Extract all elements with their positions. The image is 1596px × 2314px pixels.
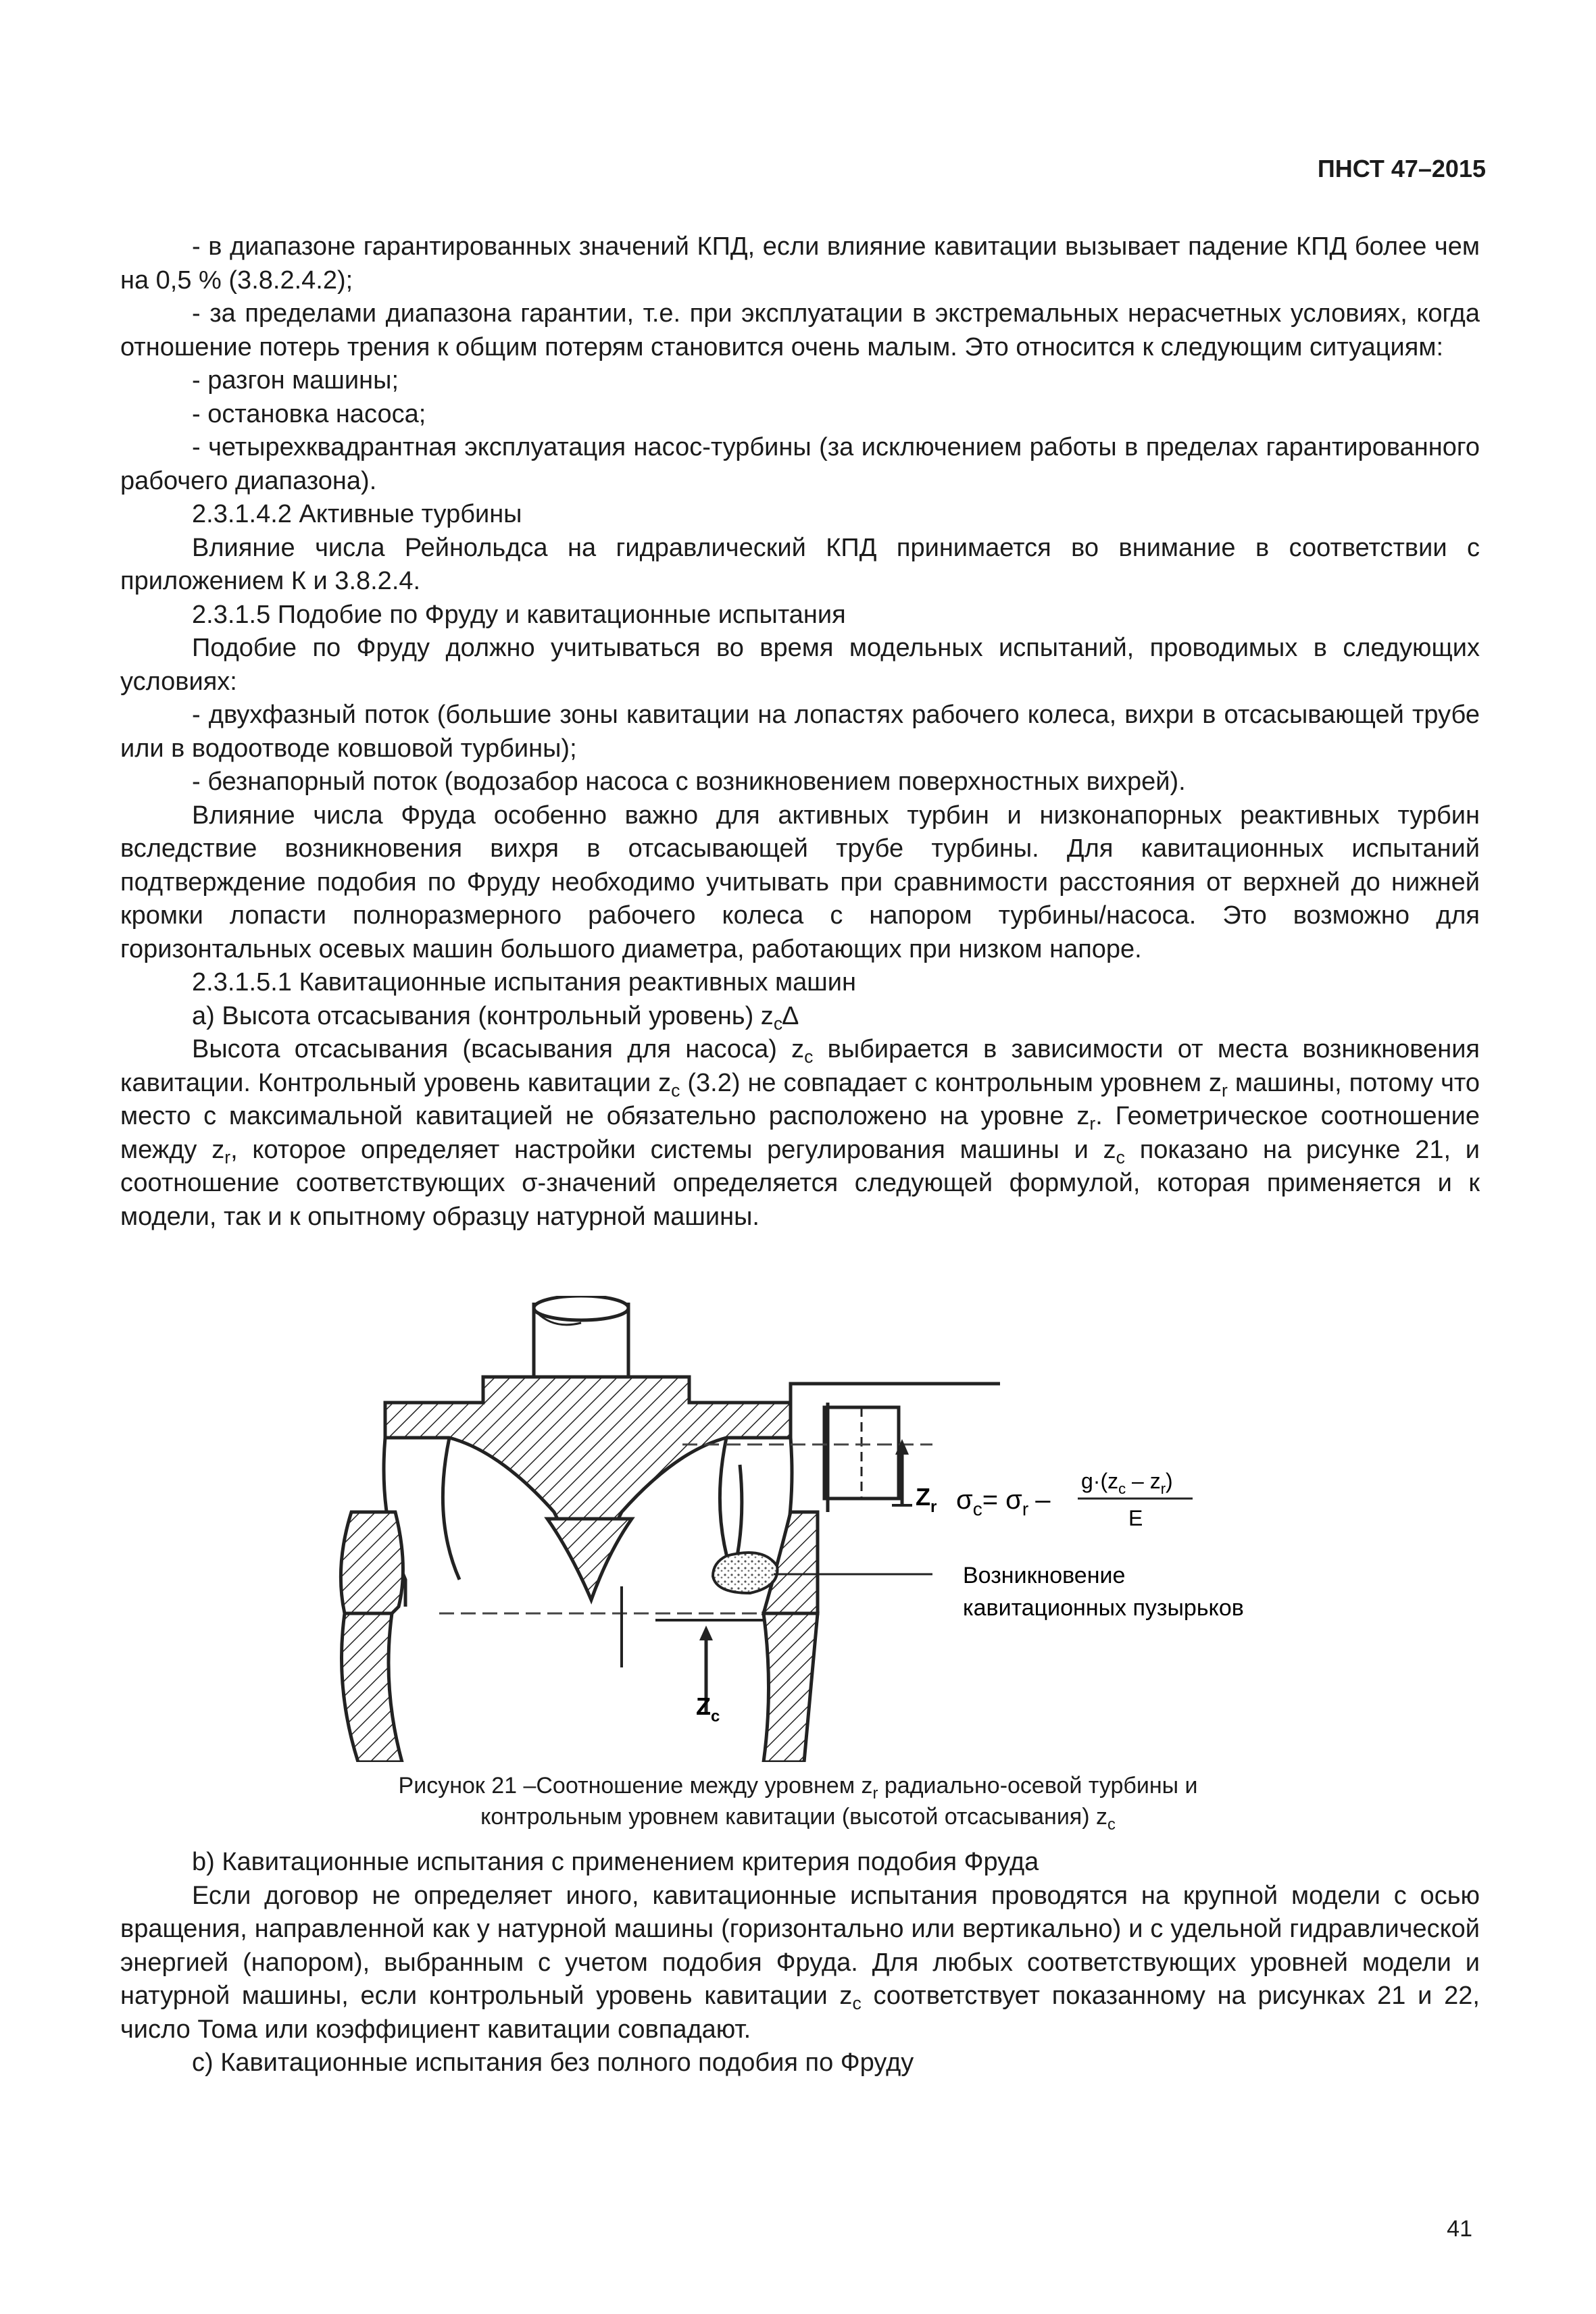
paragraph: - безнапорный поток (водозабор насоса с возникновением поверхностных вихрей). <box>192 768 1186 796</box>
body-text-top <box>120 230 1480 1234</box>
caption-line-2: контрольным уровнем кавитации (высотой отсасывания) $z_c$ <box>480 1804 1116 1834</box>
page-number: 41 <box>1447 2216 1472 2242</box>
svg-text:g·(zc – zr): $g\cdot(z_c - z_r)$ <box>1081 1469 1173 1497</box>
body-text-bottom <box>120 1846 1480 2080</box>
top-paragraphs <box>120 230 1480 1000</box>
item-a-paragraph: Высота отсасывания (всасывания для насоса) $z_c$ выбирается в зависимости от места возникновения кавитации. Контрольный уровень кавитации $z_c$ (3.2) не совпадает с контрольным уровнем $z_r$ машины, потому что место с максимальной кавитацией не обязательно расположено на уровне $z_r$. Геометрическое соотношение между $z_r$, которое определяет настройки системы регулирования машины и $z_c$ показано на рисунке 21, и соотношение соответствующих σ-значений определяется следующей формулой, которая применяется и к модели, так и к опытному образцу натурной машины. <box>120 1035 1480 1231</box>
item-b-heading: b) Кавитационные испытания с применением критерия подобия Фруда <box>192 1848 1039 1876</box>
paragraph: 2.3.1.5.1 Кавитационные испытания реактивных машин <box>192 968 857 997</box>
left-casing <box>341 1512 403 1762</box>
item-a-heading: а) Высота отсасывания (контрольный уровень) $z_c\Delta$ <box>192 1001 799 1034</box>
document-id-header: ПНСТ 47–2015 <box>1317 155 1486 182</box>
paragraph: 2.3.1.5 Подобие по Фруду и кавитационные испытания <box>192 600 846 629</box>
sigma-formula <box>956 1469 1193 1530</box>
paragraph: - в диапазоне гарантированных значений КПД, если влияние кавитации вызывает падение КПД более чем на 0,5 % (3.8.2.4.2); <box>120 232 1480 295</box>
paragraph: - двухфазный поток (большие зоны кавитации на лопастях рабочего колеса, вихри в отсасывающей трубе или в водоотводе ковшовой турбины); <box>120 701 1480 763</box>
cavitation-bubble-zone <box>713 1553 778 1593</box>
paragraph: 2.3.1.4.2 Активные турбины <box>192 500 522 528</box>
paragraph: - за пределами диапазона гарантии, т.е. при эксплуатации в экстремальных нерасчетных условиях, когда отношение потерь трения к общим потерям становится очень малым. Это относится к следующим ситуациям: <box>120 299 1480 361</box>
svg-text:σc= σr–: $\sigma_c= \sigma_r$ – <box>956 1485 1051 1519</box>
figure-21-caption <box>0 1770 1596 1832</box>
paragraph: Влияние числа Фруда особенно важно для активных турбин и низконапорных реактивных турбин вследствие возникновения вихря в отсасывающей трубе турбины. Для кавитационных испытаний подтверждение подобия по Фруду необходимо учитывать при сравнимости расстояния от верхней до нижней кромки лопасти полноразмерного рабочего колеса с напором турбины/насоса. Это возможно для горизонтальных осевых машин большого диаметра, работающих при низком напоре. <box>120 801 1480 963</box>
zc-label: $Z_c$ <box>696 1692 720 1726</box>
paragraph: - четырехквадрантная эксплуатация насос-турбины (за исключением работы в пределах гарантированного рабочего диапазона). <box>120 433 1480 495</box>
item-c-heading: с) Кавитационные испытания без полного подобия по Фруду <box>192 2048 914 2077</box>
item-b-paragraph: Если договор не определяет иного, кавитационные испытания проводятся на крупной модели с осью вращения, направленной как у натурной машины (горизонтально или вертикально) и с удельной гидравлической энергией (напором), выбранным с учетом подобия Фруда. Для любых соответствующих уровней модели и натурной машины, если контрольный уровень кавитации $z_c$ соответствует показанному на рисунках 21 и 22, число Тома или коэффициент кавитации совпадают. <box>120 1881 1480 2044</box>
figure-21-turbine-diagram <box>331 1296 1318 1762</box>
caption-line-1: Рисунок 21 –Соотношение между уровнем $z_r$ радиально-осевой турбины и <box>398 1773 1198 1803</box>
right-casing <box>764 1512 818 1762</box>
paragraph: Влияние числа Рейнольдса на гидравлический КПД принимается во внимание в соответствии с приложением К и 3.8.2.4. <box>120 533 1480 595</box>
zr-arrow <box>892 1439 912 1505</box>
paragraph: Подобие по Фруду должно учитываться во время модельных испытаний, проводимых в следующих условиях: <box>120 634 1480 696</box>
shaft <box>534 1296 628 1377</box>
callout-line-1: Возникновение <box>963 1563 1126 1588</box>
svg-text:E: E <box>1128 1506 1143 1530</box>
callout-line-2: кавитационных пузырьков <box>963 1595 1244 1621</box>
paragraph: - разгон машины; <box>192 366 399 395</box>
zr-label: $Z_r$ <box>916 1483 937 1516</box>
paragraph: - остановка насоса; <box>192 399 426 428</box>
